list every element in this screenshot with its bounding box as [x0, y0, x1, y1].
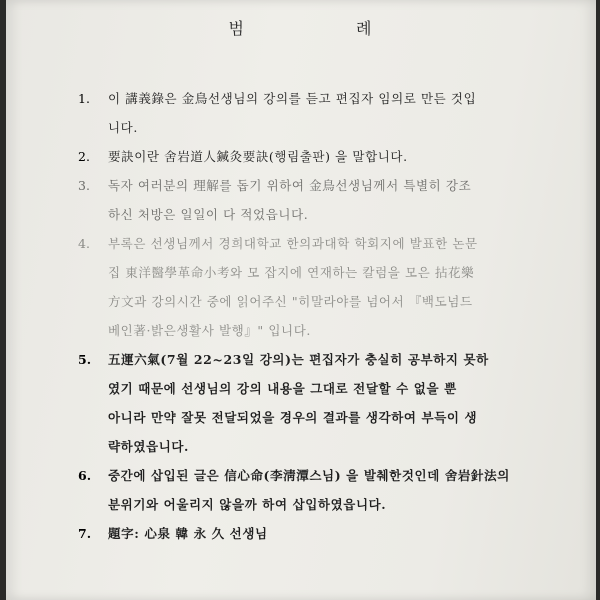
item-line: 분위기와 어울리지 않을까 하여 삽입하였읍니다. [108, 497, 387, 512]
item-line: 하신 처방은 일일이 다 적었읍니다. [108, 207, 309, 222]
item-number: 6. [78, 468, 92, 483]
list-item [78, 519, 566, 548]
document-page [6, 0, 596, 600]
list-item [78, 84, 566, 142]
item-number: 1. [78, 91, 90, 106]
item-line: 집 東洋醫學革命小考와 모 잡지에 연재하는 칼럼을 모은 拈花樂 [108, 265, 475, 280]
item-line: 要訣이란 舍岩道人鍼灸要訣(행림출판) 을 말합니다. [108, 149, 408, 164]
item-line: 였기 때문에 선생님의 강의 내용을 그대로 전달할 수 없을 뿐 [108, 381, 457, 396]
item-number: 2. [78, 149, 90, 164]
item-text [108, 142, 566, 171]
item-line: 五運六氣(7월 22~23일 강의)는 편집자가 충실히 공부하지 못하 [108, 352, 489, 367]
item-number: 4. [78, 236, 90, 251]
list-item [78, 461, 566, 519]
item-line: 략하였읍니다. [108, 439, 190, 454]
list-item [78, 345, 566, 461]
item-text [108, 171, 566, 229]
item-number: 3. [78, 178, 90, 193]
item-line: 독자 여러분의 理解를 돕기 위하여 金鳥선생님께서 특별히 강조 [108, 178, 472, 193]
item-line: 중간에 삽입된 글은 信心命(李淸潭스님) 을 발췌한것인데 舍岩針法의 [108, 468, 510, 483]
item-text [108, 84, 566, 142]
item-line: 아니라 만약 잘못 전달되었을 경우의 결과를 생각하여 부득이 생 [108, 410, 478, 425]
item-text [108, 229, 566, 345]
item-line: 題字: 心泉 韓 永 久 선생님 [108, 526, 268, 541]
title-char-2: 례 [356, 19, 374, 38]
list-item [78, 171, 566, 229]
item-line: 베인著·밝은생활사 발행』" 입니다. [108, 323, 311, 338]
page-title [6, 16, 596, 39]
item-line: 이 講義錄은 金鳥선생님의 강의를 듣고 편집자 임의로 만든 것입 [108, 91, 477, 106]
item-line: 부록은 선생님께서 경희대학교 한의과대학 학회지에 발표한 논문 [108, 236, 478, 251]
item-number: 7. [78, 526, 92, 541]
title-char-1: 범 [228, 19, 246, 38]
item-text [108, 345, 566, 461]
bleed-through-texture: ⠀ [547, 4, 556, 18]
item-text [108, 519, 566, 548]
notes-list [78, 84, 566, 548]
item-text [108, 461, 566, 519]
item-number: 5. [78, 352, 92, 367]
list-item [78, 229, 566, 345]
item-line: 方文과 강의시간 중에 읽어주신 "히말라야를 넘어서 『백도넘드 [108, 294, 473, 309]
item-line: 니다. [108, 120, 138, 135]
list-item [78, 142, 566, 171]
